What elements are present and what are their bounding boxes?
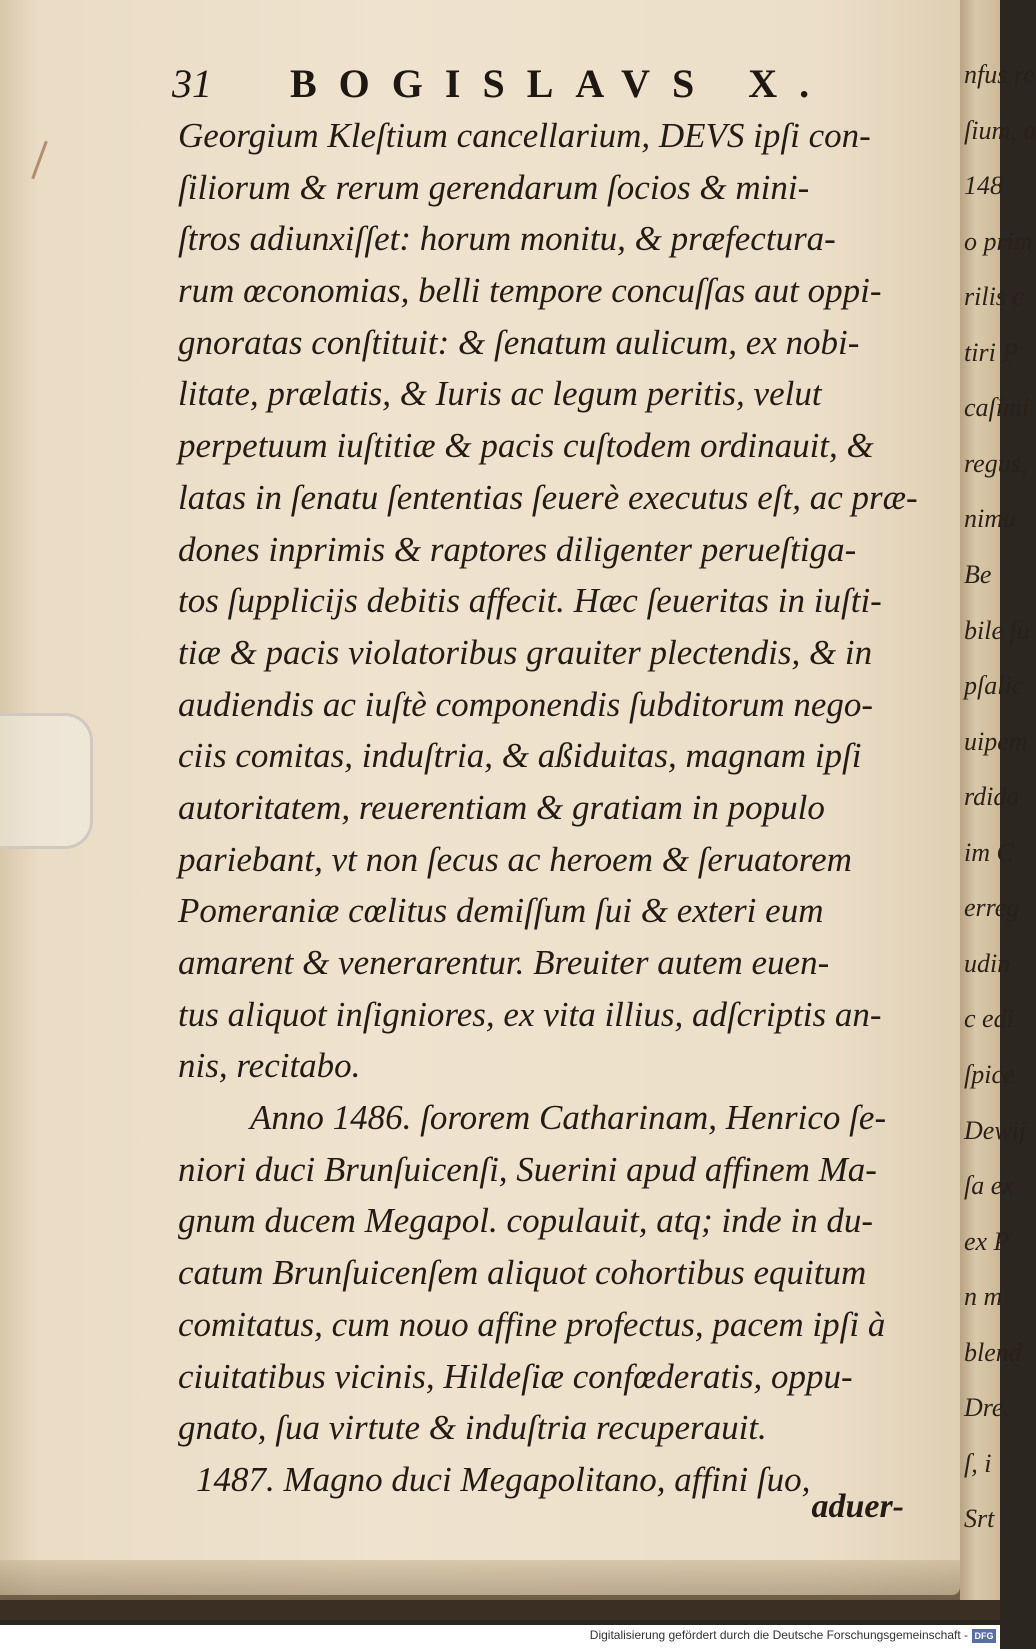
margin-fragment: ex P xyxy=(964,1226,1010,1256)
margin-fragment: erreg xyxy=(964,893,1020,923)
text-line: gnato, ſua virtute & induſtria recuperauit. xyxy=(178,1408,767,1448)
text-line: 1487. Magno duci Megapolitano, affini ſuo, xyxy=(196,1459,811,1499)
text-line: ſiliorum & rerum gerendarum ſocios & mini- xyxy=(178,167,810,207)
margin-fragment: bile ſu xyxy=(964,615,1030,645)
text-line: autoritatem, reuerentiam & gratiam in populo xyxy=(178,787,825,827)
text-line: Anno 1486. ſororem Catharinam, Henrico ſe- xyxy=(250,1098,887,1138)
catchword: aduer- xyxy=(811,1488,904,1525)
margin-fragment: uipem xyxy=(964,726,1028,756)
margin-fragment: rilis c xyxy=(964,282,1024,312)
running-title: BOGISLAVS X. xyxy=(290,61,832,106)
footer-credit: Digitalisierung gefördert durch die Deutsche Forschungsgemeinschaft - xyxy=(589,1628,968,1642)
margin-fragment: ſpice xyxy=(964,1060,1015,1089)
text-line: pariebant, vt non ſecus ac heroem & ſeruatorem xyxy=(178,839,852,879)
margin-fragment: caſimi xyxy=(964,393,1029,423)
paragraph-1 xyxy=(178,110,950,1092)
margin-fragment: ſ, i xyxy=(964,1448,992,1478)
text-line: ciis comitas, induſtria, & aßiduitas, magnam ipſi xyxy=(178,736,862,776)
margin-fragment: Srt xyxy=(964,1504,995,1534)
margin-fragment: 148 xyxy=(964,171,1003,201)
text-line: nis, recitabo. xyxy=(178,1046,361,1086)
margin-fragment: pſalic xyxy=(964,671,1024,701)
text-line: ciuitatibus vicinis, Hildeſiæ confœderatis, oppu- xyxy=(178,1356,853,1396)
margin-fragment: ſium, a xyxy=(964,115,1036,145)
text-line: litate, prælatis, & Iuris ac legum peritis, velut xyxy=(178,374,822,414)
text-line: tus aliquot inſigniores, ex vita illius, adſcriptis an- xyxy=(178,994,882,1034)
margin-fragment: blend xyxy=(964,1337,1022,1367)
facing-page-margin xyxy=(960,0,1036,1600)
body-text xyxy=(178,110,950,1506)
text-line: dones inprimis & raptores diligenter perueſtiga- xyxy=(178,529,857,569)
dfg-logo: DFG xyxy=(972,1629,996,1643)
text-line: ſtros adiunxiſſet: horum monitu, & præfectura- xyxy=(178,219,836,259)
text-line: tos ſupplicijs debitis affecit. Hæc ſeueritas in iuſti- xyxy=(178,581,882,621)
text-line: gnum ducem Megapol. copulauit, atq; inde in du- xyxy=(178,1201,874,1241)
text-line: catum Brunſuicenſem aliquot cohortibus equitum xyxy=(178,1253,867,1293)
margin-fragment: Be xyxy=(964,560,992,589)
page-clip-tab xyxy=(0,713,93,849)
margin-fragment: udin xyxy=(964,948,1011,978)
margin-fragment: rdida xyxy=(964,782,1020,812)
text-line: tiæ & pacis violatoribus grauiter plectendis, & in xyxy=(178,632,873,672)
margin-fragment: Dewij xyxy=(964,1115,1027,1145)
text-line: comitatus, cum nouo affine profectus, pacem ipſi à xyxy=(178,1304,886,1344)
margin-fragment: nimu xyxy=(964,504,1016,534)
margin-fragment: regus, xyxy=(964,448,1028,478)
margin-fragment: tiri P xyxy=(964,337,1019,367)
margin-fragment: Dre. xyxy=(964,1393,1010,1423)
digitization-footer xyxy=(0,1625,1000,1649)
text-line: amarent & venerarentur. Breuiter autem euen- xyxy=(178,943,830,982)
text-line: rum œconomias, belli tempore concuſſas aut oppi- xyxy=(178,271,882,311)
text-line: audiendis ac iuſtè componendis ſubditorum nego- xyxy=(178,684,874,724)
text-line: niori duci Brunſuicenſi, Suerini apud affinem Ma- xyxy=(178,1149,877,1189)
paragraph-2 xyxy=(178,1092,950,1454)
margin-fragment: c edi xyxy=(964,1004,1014,1034)
page-number: 31 xyxy=(172,61,212,106)
text-line: perpetuum iuſtitiæ & pacis cuſtodem ordinauit, & xyxy=(178,426,874,466)
margin-fragment: nfus re xyxy=(964,60,1035,89)
text-line: gnoratas conſtituit: & ſenatum aulicum, ex nobi- xyxy=(178,322,860,362)
text-line: Georgium Kleſtium cancellarium, DEVS ipſi con- xyxy=(178,116,871,155)
margin-fragment: o prim xyxy=(964,226,1033,256)
text-line: latas in ſenatu ſententias ſeuerè executus eſt, ac præ- xyxy=(178,477,918,517)
margin-fragment: im C xyxy=(964,837,1014,867)
running-header xyxy=(172,58,832,108)
margin-fragment: ſa ex xyxy=(964,1171,1014,1201)
text-line: Pomeraniæ cœlitus demiſſum ſui & exteri eum xyxy=(178,891,824,931)
margin-fragment: n m xyxy=(964,1282,1003,1312)
page-stack-edge xyxy=(0,1560,990,1600)
